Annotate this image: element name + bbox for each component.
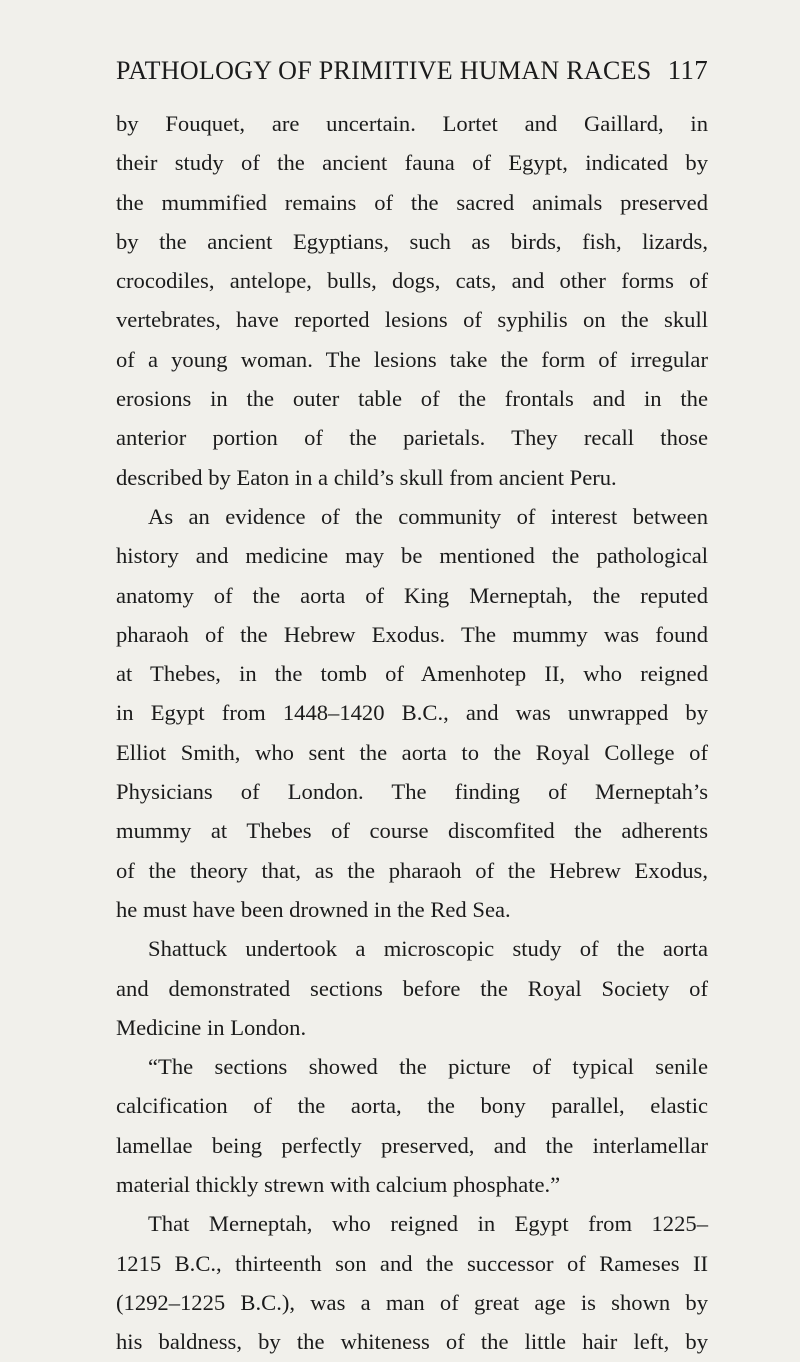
paragraph-line: and demonstrated sections before the Royal Society of: [116, 975, 708, 1001]
paragraph-line: described by Eaton in a child’s skull from ancient Peru.: [116, 464, 617, 490]
paragraph-line: lamellae being perfectly preserved, and the interlamellar: [116, 1132, 708, 1158]
paragraph: by Fouquet, are uncertain. Lortet and Gaillard, in: [116, 111, 708, 136]
paragraph-line: their study of the ancient fauna of Egypt, indicated by: [116, 150, 708, 176]
paragraph-line: of a young woman. The lesions take the form of irregular: [116, 346, 708, 372]
paragraph-line: mummy at Thebes of course discomfited the adherents: [116, 818, 708, 844]
paragraph-line: in Egypt from 1448–1420 B.C., and was unwrapped by: [116, 700, 708, 726]
paragraph-line: Elliot Smith, who sent the aorta to the Royal College of: [116, 739, 708, 765]
paragraph-line: (1292–1225 B.C.), was a man of great age is shown by: [116, 1289, 708, 1315]
paragraph-line: crocodiles, antelope, bulls, dogs, cats, and other forms of: [116, 268, 708, 294]
paragraph-line: pharaoh of the Hebrew Exodus. The mummy was found: [116, 621, 708, 647]
paragraph-line: by the ancient Egyptians, such as birds, fish, lizards,: [116, 228, 708, 254]
paragraph-line: of the theory that, as the pharaoh of the Hebrew Exodus,: [116, 857, 708, 883]
paragraph: Shattuck undertook a microscopic study of the aorta: [148, 936, 708, 962]
body-text: [116, 104, 708, 1362]
paragraph-line: history and medicine may be mentioned the pathological: [116, 543, 708, 569]
paragraph-line: at Thebes, in the tomb of Amenhotep II, who reigned: [116, 661, 708, 687]
paragraph-line: calcification of the aorta, the bony parallel, elastic: [116, 1093, 708, 1119]
paragraph-line: anterior portion of the parietals. They recall those: [116, 425, 708, 451]
paragraph-line: erosions in the outer table of the frontals and in the: [116, 386, 708, 412]
quotation: “The sections showed the picture of typical senile: [148, 1054, 708, 1080]
paragraph-line: anatomy of the aorta of King Merneptah, the reputed: [116, 582, 708, 608]
paragraph-line: 1215 B.C., thirteenth son and the successor of Rameses II: [116, 1250, 708, 1276]
paragraph-line: he must have been drowned in the Red Sea.: [116, 896, 511, 922]
paragraph-line: Physicians of London. The finding of Merneptah’s: [116, 779, 708, 805]
paragraph-line: his baldness, by the whiteness of the little hair left, by: [116, 1329, 708, 1355]
paragraph-line: vertebrates, have reported lesions of syphilis on the skull: [116, 307, 708, 333]
paragraph: That Merneptah, who reigned in Egypt from 1225–: [148, 1211, 708, 1237]
page-number: 117: [667, 55, 708, 85]
paragraph-line: Medicine in London.: [116, 1014, 307, 1040]
paragraph: As an evidence of the community of interest between: [148, 503, 708, 529]
page-title: PATHOLOGY OF PRIMITIVE HUMAN RACES: [116, 56, 652, 85]
paragraph-line: the mummified remains of the sacred animals preserved: [116, 189, 708, 215]
running-head: [116, 55, 708, 91]
paragraph-line: material thickly strewn with calcium phosphate.”: [116, 1172, 561, 1198]
